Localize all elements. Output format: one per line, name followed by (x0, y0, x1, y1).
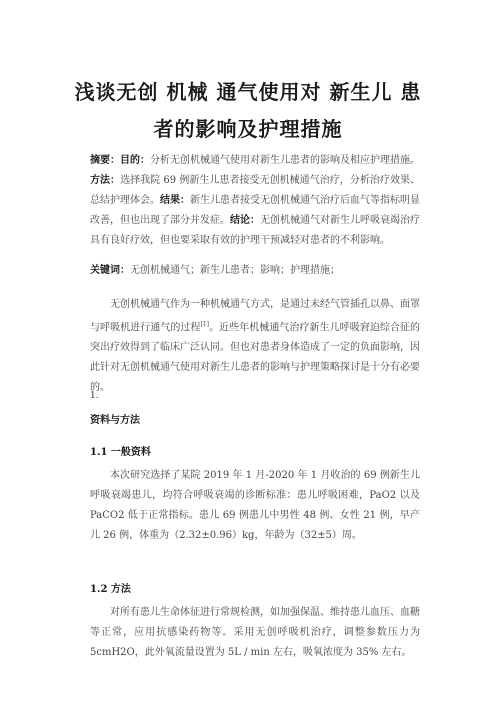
result-text: 新生儿患者接受无创机械通气治疗后血气等指标明显改善，但也出现了部分并发症。 (90, 195, 420, 226)
section-number: 1. (90, 391, 99, 401)
abstract (90, 151, 420, 251)
keywords-text: 无创机械通气；新生儿患者；影响；护理措施； (130, 265, 340, 276)
method-text: 选择我院 69 例新生儿患者接受无创机械通气治疗，分析治疗效果、总结护理体会。 (90, 175, 420, 206)
conclusion-text: 无创机械通气对新生儿呼吸衰竭治疗具有良好疗效，但也要采取有效的护理干预减轻对患者的不利影响。 (90, 215, 420, 246)
keywords (90, 261, 420, 281)
intro-paragraph (90, 295, 420, 398)
keywords-label: 关键词： (90, 265, 130, 276)
section-title: 资料与方法 (90, 415, 140, 426)
subsection-1-1-text: 本次研究选择了某院 2019 年 1 月-2020 年 1 月收治的 69 例新生儿呼吸衰竭患儿，均符合呼吸衰竭的诊断标准：患儿呼吸困难，PaO2 以及 PaCO2 低于正常指标。患儿 69 例患儿中男性 48 例、女性 21 例，早产儿 26 例，体重为（2.32±0.96）kg，年龄为（32±5）周。 (90, 470, 420, 541)
conclusion-label: 结论： (230, 215, 260, 226)
title-line-1: 浅谈无创 机械 通气使用对 新生儿 患 (74, 80, 422, 104)
reference-mark: [1] (200, 321, 210, 328)
aim-label: 目的： (120, 155, 150, 166)
abstract-label: 摘要： (90, 155, 120, 166)
intro-text-1: 无创机械通气作为一种机械通气方式，是通过未经气管插孔以鼻、面罩与呼吸机进行通气的过程 (90, 299, 420, 334)
intro-text-2: 。近些年机械通气治疗新生儿呼吸窘迫综合征的突出疗效得到了临床广泛认同。但也对患者身体造成了一定的负面影响，因此针对无创机械通气使用对新生儿患者的影响与护理策略探讨是十分有必要的。 (90, 322, 420, 394)
title-line-2: 者的影响及护理措施 (153, 117, 343, 141)
subsection-1-2-title: 1.2 方法 (90, 584, 131, 595)
result-label: 结果： (160, 195, 190, 206)
method-label: 方法： (90, 175, 121, 186)
aim-text: 分析无创机械通气使用对新生儿患者的影响及相应护理措施。 (150, 155, 420, 166)
subsection-1-2-text: 对所有患儿生命体征进行常规检测，如加强保温、维持患儿血压、血糖等正常，应用抗感染药物等。采用无创呼吸机治疗，调整参数压力为 5cmH2O，此外氧流量设置为 5L / min 左右，吸氧浓度为 35% 左右。 (90, 607, 420, 658)
subsection-1-1-title: 1.1 一般资料 (90, 447, 151, 458)
